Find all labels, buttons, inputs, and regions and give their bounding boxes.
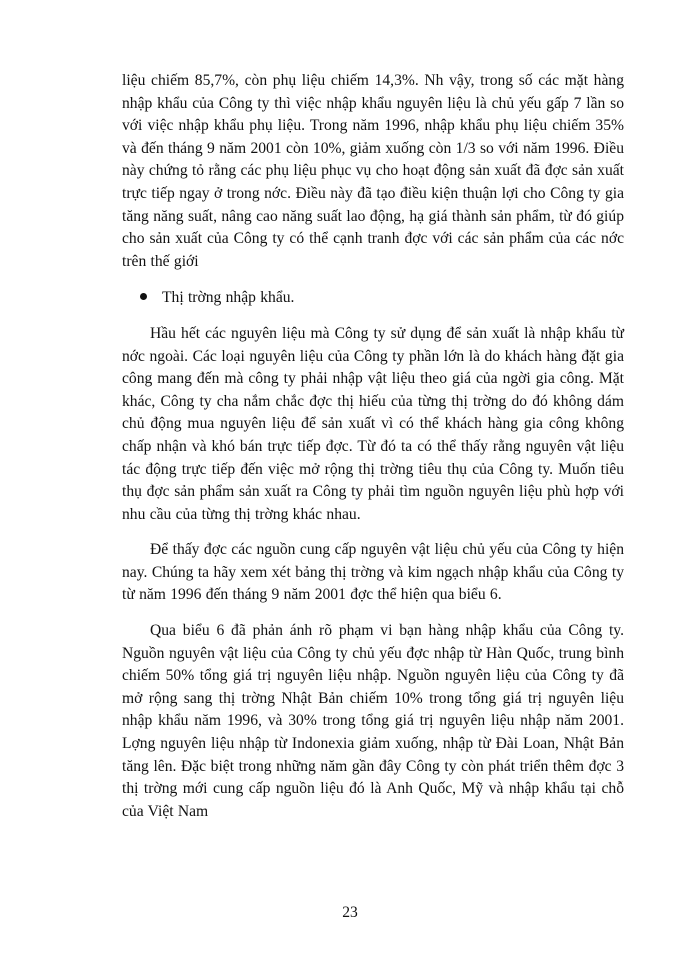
bullet-icon <box>140 293 147 300</box>
paragraph-raw-materials: Hầu hết các nguyên liệu mà Công ty sử dụng để sản xuất là nhập khẩu từ nớc ngoài. Các loại nguyên liệu của Công ty phần lớn là do khách hàng đặt gia công mang đến mà công ty phải nhập vật liệu theo giá của ngời gia công. Mặt khác, Công ty cha nắm chắc đợc thị hiếu của từng thị trờng do đó không dám chủ động mua nguyên liệu để sản xuất vì có thể khách hàng gia công không chấp nhận và khó bán trực tiếp đợc. Từ đó ta có thể thấy rằng nguyên vật liệu tác động trực tiếp đến việc mở rộng thị trờng tiêu thụ của Công ty. Muốn tiêu thụ đợc sản phẩm sản xuất ra Công ty phải tìm nguồn nguyên liệu phù hợp với nhu cầu của từng thị trờng khác nhau. <box>122 324 624 523</box>
paragraph-partner-analysis: Qua biểu 6 đã phản ánh rõ phạm vi bạn hàng nhập khẩu của Công ty. Nguồn nguyên vật liệu của Công ty chủ yếu đợc nhập từ Hàn Quốc, trung bình chiếm 50% tổng giá trị nguyên liệu nhập. Nguồn nguyên liệu của Công ty đã mở rộng sang thị trờng Nhật Bản chiếm 10% trong tổng giá trị nguyên liệu nhập khẩu năm 1996, và 30% trong tổng giá trị nguyên liệu nhập năm 2001. Lợng nguyên liệu nhập từ Indonexia giảm xuống, nhập từ Đài Loan, Nhật Bản tăng lên. Đặc biệt trong những năm gần đây Công ty còn phát triển thêm đợc 3 thị trờng mới cung cấp nguồn liệu đó là Anh Quốc, Mỹ và nhập khẩu tại chỗ của Việt Nam <box>122 622 624 820</box>
paragraph-supply-sources: Để thấy đợc các nguồn cung cấp nguyên vật liệu chủ yếu của Công ty hiện nay. Chúng ta hãy xem xét bảng thị trờng và kim ngạch nhập khẩu của Công ty từ năm 1996 đến tháng 9 năm 2001 đợc thể hiện qua biểu 6. <box>122 541 624 604</box>
page-number: 23 <box>342 904 358 921</box>
document-body <box>122 70 624 823</box>
bullet-heading-import-market: Thị trờng nhập khẩu. <box>162 289 295 307</box>
paragraph-import-ratio: liệu chiếm 85,7%, còn phụ liệu chiếm 14,3%. Nh vậy, trong số các mặt hàng nhập khẩu của Công ty thì việc nhập khẩu nguyên liệu là chủ yếu gấp 7 lần so với việc nhập khẩu phụ liệu. Trong năm 1996, nhập khẩu phụ liệu chiếm 35% và đến tháng 9 năm 2001 còn 10%, giảm xuống còn 1/3 so với năm 1996. Điều này chứng tỏ rằng các phụ liệu phục vụ cho hoạt động sản xuất đã đợc sản xuất trực tiếp ngay ở trong nớc. Điều này đã tạo điều kiện thuận lợi cho Công ty gia tăng năng suất, nâng cao năng suất lao động, hạ giá thành sản phẩm, từ đó giúp cho sản xuất của Công ty có thể cạnh tranh đợc với các sản phẩm của các nớc trên thế giới <box>122 72 624 270</box>
bullet-item-import-market <box>140 287 624 310</box>
